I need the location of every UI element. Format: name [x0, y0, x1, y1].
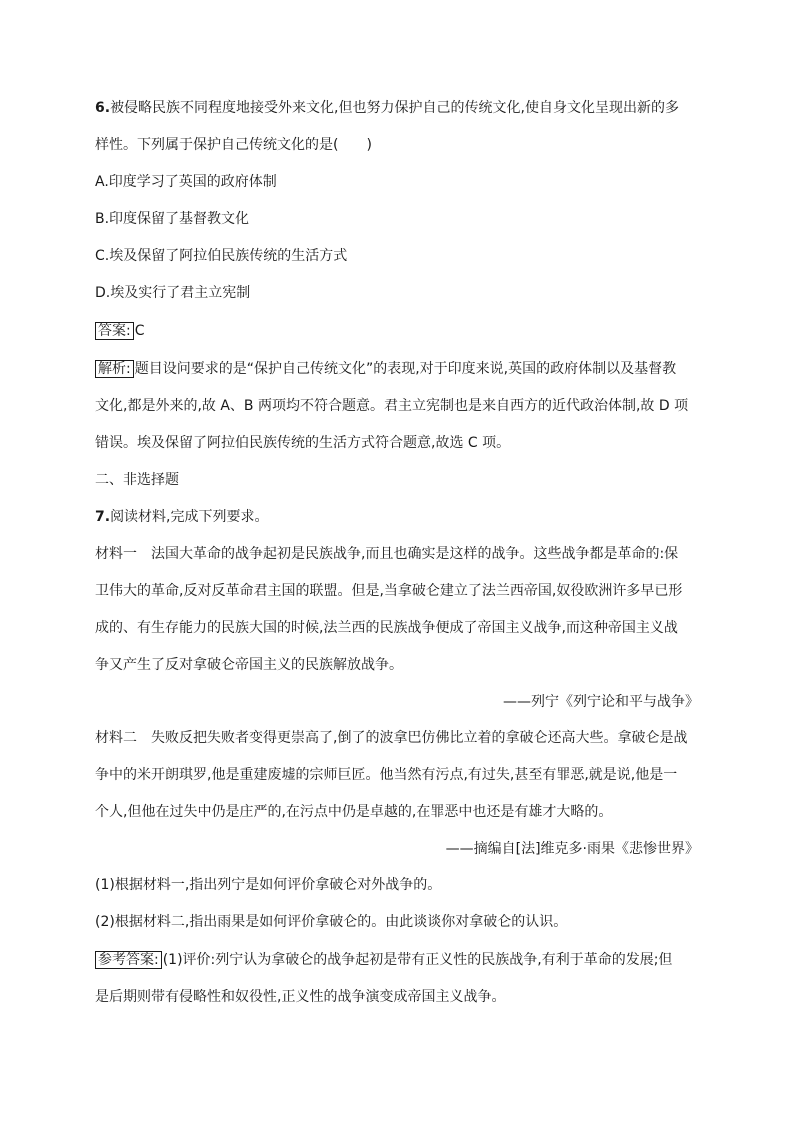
question-6-stem-line-2: 样性。下列属于保护自己传统文化的是( ): [95, 137, 372, 153]
sub-question-1: (1)根据材料一,指出列宁是如何评价拿破仑对外战争的。: [95, 877, 442, 893]
question-6-stem-text-1: 被侵略民族不同程度地接受外来文化,但也努力保护自己的传统文化,使自身文化呈现出新的多: [110, 100, 679, 116]
option-c: C.埃及保留了阿拉伯民族传统的生活方式: [95, 248, 348, 264]
page-content: [95, 100, 699, 1006]
reference-answer-text-1: (1)评价:列宁认为拿破仑的战争起初是带有正义性的民族战争,有利于革命的发展;但: [162, 952, 673, 968]
analysis-text-1: 题目设问要求的是“保护自己传统文化”的表现,对于印度来说,英国的政府体制以及基督教: [134, 361, 677, 377]
answer-value: C: [134, 323, 145, 339]
analysis-line-1: [95, 360, 699, 378]
question-6-options: [95, 174, 699, 302]
analysis-line-3: 错误。埃及保留了阿拉伯民族传统的生活方式符合题意,故选 C 项。: [95, 435, 511, 451]
material-1-line-1: 材料一 法国大革命的战争起初是民族战争,而且也确实是这样的战争。这些战争都是革命的:保: [95, 546, 679, 562]
answer-line: [95, 322, 699, 340]
material-1-line-4: 争又产生了反对拿破仑帝国主义的民族解放战争。: [95, 657, 403, 673]
option-a: A.印度学习了英国的政府体制: [95, 174, 277, 190]
material-2-line-3: 个人,但他在过失中仍是庄严的,在污点中仍是卓越的,在罪恶中也还是有雄才大略的。: [95, 804, 613, 820]
reference-answer-line-2: 是后期则带有侵略性和奴役性,正义性的战争演变成帝国主义战争。: [95, 989, 506, 1005]
question-7-stem: [95, 509, 699, 526]
question-7-stem-text: 阅读材料,完成下列要求。: [110, 509, 269, 525]
material-1-line-3: 成的、有生存能力的民族大国的时候,法兰西的民族战争便成了帝国主义战争,而这种帝国主义战: [95, 620, 678, 636]
analysis-line-2: 文化,都是外来的,故 A、B 两项均不符合题意。君主立宪制也是来自西方的近代政治体制,故 D 项: [95, 398, 689, 414]
section-heading: 二、非选择题: [95, 472, 179, 488]
reference-answer-label: 参考答案:: [95, 951, 162, 969]
material-2-line-1: 材料二 失败反把失败者变得更崇高了,倒了的波拿巴仿佛比立着的拿破仑还高大些。拿破仑是战: [95, 730, 688, 746]
material-1-line-2: 卫伟大的革命,反对反革命君主国的联盟。但是,当拿破仑建立了法兰西帝国,奴役欧洲许多早已形: [95, 583, 683, 599]
material-1-source: ——列宁《列宁论和平与战争》: [503, 694, 699, 710]
material-2-line-2: 争中的米开朗琪罗,他是重建废墟的宗师巨匠。他当然有污点,有过失,甚至有罪恶,就是说,他是一: [95, 767, 678, 783]
question-7-number: 7.: [95, 509, 111, 525]
option-b: B.印度保留了基督教文化: [95, 211, 250, 227]
question-6-stem-line-1: [95, 100, 699, 117]
answer-label: 答案:: [95, 322, 134, 340]
material-2-source: ——摘编自[法]维克多·雨果《悲惨世界》: [445, 841, 699, 857]
question-6-number: 6.: [95, 100, 111, 116]
reference-answer-line-1: [95, 951, 699, 969]
analysis-label: 解析:: [95, 360, 134, 378]
sub-question-2: (2)根据材料二,指出雨果是如何评价拿破仑的。由此谈谈你对拿破仑的认识。: [95, 914, 568, 930]
option-d: D.埃及实行了君主立宪制: [95, 285, 251, 301]
